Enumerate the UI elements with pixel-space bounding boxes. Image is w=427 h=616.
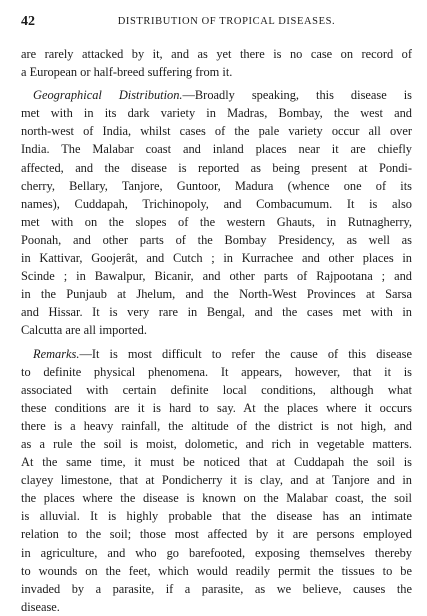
text-line: these conditions are it is hard to say. At the places where it occurs: [21, 400, 412, 415]
text-line: there is a heavy rainfall, the altitude of the district is not high, and: [21, 418, 412, 433]
paragraph-remarks: [21, 345, 412, 616]
text-line: Scinde ; in Bawalpur, Bicanir, and other parts of Rajpootana ; and: [21, 269, 412, 284]
text-line: invaded by a parasite, if a parasite, as we believe, causes the: [21, 581, 412, 596]
text-line: a European or half-breed suffering from it.: [21, 65, 233, 80]
text-line: met with on the slopes of the western Ghauts, in Rutnagherry,: [21, 214, 412, 229]
text-line: is alluvial. It is highly probable that the disease has an intimate: [21, 509, 412, 524]
page-header: [21, 14, 412, 34]
text-line-rest: —It is most difficult to refer the cause of this disease: [79, 346, 412, 361]
text-line: [21, 345, 412, 363]
paragraph-continuation: [21, 45, 412, 81]
text-line: as a rule the soil is moist, dolometic, and rich in vegetable matters.: [21, 436, 412, 451]
section-lead-remarks: Remarks.: [33, 346, 80, 361]
paragraph-geographical-distribution: [21, 86, 412, 339]
text-line: to wounds on the feet, which would readily permit the tissues to be: [21, 563, 412, 578]
text-line: relation to the soil; those most affected by it are persons employed: [21, 527, 412, 542]
text-line: to definite physical phenomena. It appears, however, that it is: [21, 364, 412, 379]
text-line: cherry, Bellary, Tanjore, Guntoor, Madura (whence one of its: [21, 178, 412, 193]
text-line: Calcutta are all imported.: [21, 323, 147, 338]
text-line: and Hissar. It is very rare in Bengal, and the cases met with in: [21, 305, 412, 320]
text-line: in the Punjaub at Jhelum, and the North-West Provinces at Sarsa: [21, 287, 412, 302]
text-line: Poonah, and other parts of the Bombay Presidency, as well as: [21, 232, 412, 247]
text-line: north-west of India, whilst cases of the pale variety occur all over: [21, 124, 412, 139]
page-number: 42: [21, 14, 35, 29]
running-title: DISTRIBUTION OF TROPICAL DISEASES.: [117, 16, 336, 27]
section-lead-geographical-distribution: Geographical Distribution.: [33, 88, 183, 103]
text-line-rest: —Broadly speaking, this disease is: [182, 88, 412, 103]
text-line: met with in its dark variety in Madras, Bombay, the west and: [21, 106, 412, 121]
text-line: the places where the disease is known on the Malabar coast, the soil: [21, 491, 412, 506]
text-line: At the same time, it must be noticed that at Cuddapah the soil is: [21, 455, 412, 470]
text-line: clayey limestone, that at Pondicherry it is clay, and at Tanjore and in: [21, 473, 412, 488]
text-line: in agriculture, and who go barefooted, exposing themselves thereby: [21, 545, 412, 560]
text-line: affected, and the disease is reported as being present at Pondi-: [21, 160, 412, 175]
text-line: are rarely attacked by it, and as yet there is no case on record of: [21, 47, 412, 61]
book-page: [21, 14, 412, 616]
text-line: names), Cuddapah, Trichinopoly, and Combacumum. It is also: [21, 196, 412, 211]
text-line: associated with certain definite local conditions, although what: [21, 382, 412, 397]
text-line: [21, 86, 412, 104]
text-line: disease.: [21, 599, 60, 614]
text-line: in Kattivar, Goojerât, and Cutch ; in Kurrachee and other places in: [21, 251, 412, 266]
text-line: India. The Malabar coast and inland places near it are chiefly: [21, 142, 412, 157]
